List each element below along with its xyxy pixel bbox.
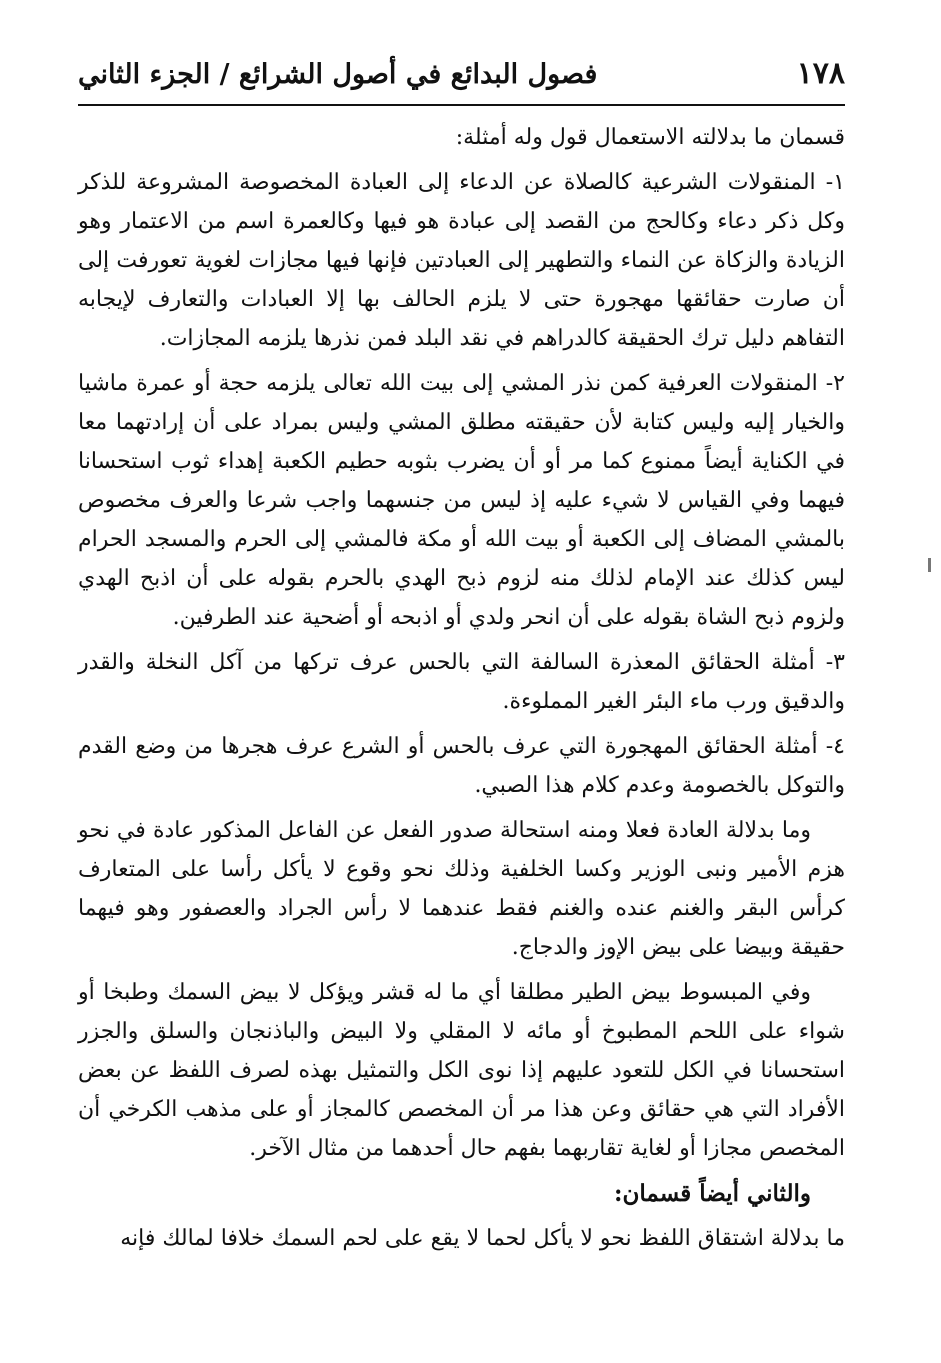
paragraph-custom: وما بدلالة العادة فعلا ومنه استحالة صدور الفعل عن الفاعل المذكور عادة في نحو هزم الأمير ونبى الوزير وكسا الخلفية وذلك نحو وقوع لا يأكل رأسا على المتعارف كرأس البقر والغنم عنده والغنم فقط عندهما لا رأس الجراد والعصفور وهو فيهما حقيقة وبيضا على بيض الإوز والدجاج. (78, 818, 845, 960)
header-rule (78, 104, 845, 106)
page-body (78, 118, 845, 1264)
paragraph-item-3: ٣- أمثلة الحقائق المعذرة السالفة التي بالحس عرف تركها من آكل النخلة والقدر والدقيق ورب ماء البئر الغير المملوءة. (78, 650, 845, 714)
paragraph-last: ما بدلالة اشتقاق اللفظ نحو لا يأكل لحما لا يقع على لحم السمك خلافا لمالك فإنه (120, 1226, 845, 1251)
paragraph-item-4: ٤- أمثلة الحقائق المهجورة التي عرف بالحس أو الشرع عرف هجرها من وضع القدم والتوكل بالخصومة وعدم كلام هذا الصبي. (78, 734, 845, 798)
page-number: ١٧٨ (796, 56, 845, 91)
running-head (78, 50, 845, 102)
margin-mark (928, 558, 931, 572)
running-title: فصول البدائع في أصول الشرائع / الجزء الثاني (78, 59, 598, 90)
paragraph-mabsut: وفي المبسوط بيض الطير مطلقا أي ما له قشر ويؤكل لا بيض السمك وطبخا أو شواء على اللحم المطبوخ أو مائه لا المقلي ولا البيض والباذنجان والسلق والجزر استحسانا في الكل للتعود عليهم إذا نوى الكل والتمثيل بهذه لصرف اللفظ عن بعض الأفراد التي هي حقائق وعن هذا مر أن المخصص كالمجاز أو على مذهب الكرخي أن المخصص مجازا أو لغاية تقاربهما بفهم حال أحدهما من مثال الآخر. (78, 980, 845, 1161)
paragraph-item-2: ٢- المنقولات العرفية كمن نذر المشي إلى بيت الله تعالى يلزمه حجة أو عمرة ماشيا والخيار إليه وليس كتابة لأن حقيقته مطلق المشي وليس بمراد على أن إرادتهما معا في الكناية أيضاً ممنوع كما مر أو أن يضرب بثوبه حطيم الكعبة إهداء ثوب استحسانا فيهما وفي القياس لا شيء عليه إذ ليس من جنسهما واجب شرعا والعرف مخصوص بالمشي المضاف إلى الكعبة أو بيت الله أو مكة فالمشي إلى الحرم والمسجد الحرام ليس كذلك عند الإمام لذلك منه لزوم ذبح الهدي بالحرم بقوله على أن اذبح الهدي ولزوم ذبح الشاة بقوله على أن انحر ولدي أو اذبحه أو أضحية عند الطرفين. (78, 371, 846, 630)
section-subheading: والثاني أيضاً قسمان: (614, 1180, 811, 1207)
paragraph-intro: قسمان ما بدلالته الاستعمال قول وله أمثلة: (455, 125, 845, 150)
paragraph-item-1: ١- المنقولات الشرعية كالصلاة عن الدعاء إلى العبادة المخصوصة المشروعة للذكر وكل ذكر دعاء وكالحج من القصد إلى عبادة هو فيها وكالعمرة اسم من الاعتمار وهو الزيادة والزكاة عن النماء والتطهير إلى العبادتين فإنها فيها مجازات لغوية تعورفت إلى أن صارت حقائقها مهجورة حتى لا يلزم الحالف بها إلا العبادات والتعارف لإيجابه التفاهم دليل ترك الحقيقة كالدراهم في نقد البلد فمن نذرها يلزمه المجازات. (78, 170, 845, 351)
